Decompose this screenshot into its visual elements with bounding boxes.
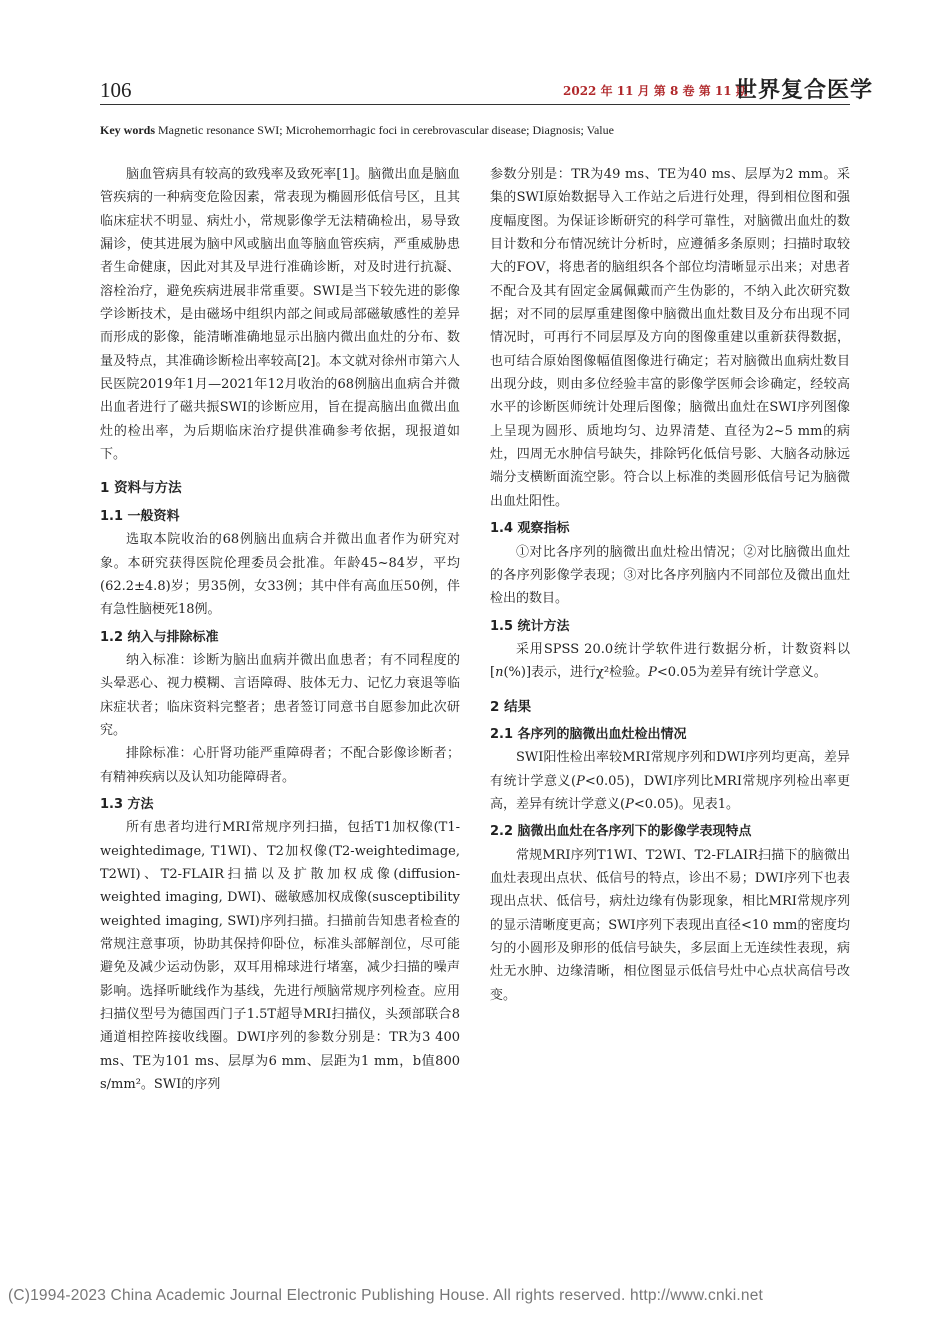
subsection-heading-1-5: 1.5 统计方法 [490,618,570,634]
exclusion-criteria-paragraph: 排除标准：心肝肾功能严重障碍者；不配合影像诊断者；有精神疾病以及认知功能障碍者。 [100,746,460,785]
copyright-footer: (C)1994-2023 China Academic Journal Electronic Publishing House. All rights reserved. http://www.cnki.net [8,1287,764,1304]
subsection-heading-1-1: 1.1 一般资料 [100,508,180,524]
subsection-heading-1-2: 1.2 纳入与排除标准 [100,629,219,645]
subsection-heading-2-1: 2.1 各序列的脑微出血灶检出情况 [490,726,687,742]
keywords-label: Key words [100,123,155,137]
inclusion-criteria-paragraph: 纳入标准：诊断为脑出血病并微出血患者；有不同程度的头晕恶心、视力模糊、言语障碍、肢体无力、记忆力衰退等临床症状者；临床资料完整者；患者签订同意书自愿参加此次研究。 [100,652,460,738]
methods-paragraph: 所有患者均进行MRI常规序列扫描，包括T1加权像(T1-weightedimage, T1WI)、T2加权像(T2-weightedimage, T2WI)、T2-FLAIR扫描以及扩散加权成像(diffusion-weighted imaging, DWI)、磁敏感加权成像(susceptibility weighted imaging, SWI)序列扫描。扫描前告知患者检查的常规注意事项，协助其保持仰卧位，标准头部解剖位，尽可能避免及减少运动伪影，双耳用棉球进行堵塞，减少扫描的噪声影响。选择听眦线作为基线，先进行颅脑常规序列检查。应用扫描仪型号为德国西门子1.5T超导MRI扫描仪，头颈部联合8通道相控阵接收线圈。DWI序列的参数分别是：TR为3 400 ms、TE为101 ms、层厚为6 mm、层距为1 mm，b值800 s/mm²。SWI的序列 [100,820,460,1093]
observation-paragraph: ①对比各序列的脑微出血灶检出情况；②对比脑微出血灶的各序列影像学表现；③对比各序列脑内不同部位及微出血灶检出的数目。 [490,544,850,607]
imaging-features-paragraph: 常规MRI序列T1WI、T2WI、T2-FLAIR扫描下的脑微出血灶表现出点状、低信号的特点，诊出不易；DWI序列下也表现出点状、低信号，病灶边缘有伪影现象，相比MRI常规序列的显示清晰度更高；SWI序列下表现出直径<10 mm的密度均匀的小圆形及卵形的低信号缺失，多层面上无连续性表现，病灶无水肿、边缘清晰，相位图显示低信号灶中心点状高信号改变。 [490,847,850,1003]
header-divider [100,104,850,105]
subsection-heading-1-3: 1.3 方法 [100,796,154,812]
section-heading-2: 2 结果 [490,698,532,715]
detection-results-paragraph: SWI阳性检出率较MRI常规序列和DWI序列均更高，差异有统计学意义(P<0.05)，DWI序列比MRI常规序列检出率更高，差异有统计学意义(P<0.05)。见表1。 [490,750,850,812]
section-heading-1: 1 资料与方法 [100,480,182,497]
methods-continued-paragraph: 参数分别是：TR为49 ms、TE为40 ms、层厚为2 mm。采集的SWI原始数据导入工作站之后进行处理，得到相位图和强度幅度图。为保证诊断研究的科学可靠性，对脑微出血灶的数目计数和分布情况统计分析时，应遵循多条原则；扫描时取较大的FOV，将患者的脑组织各个部位均清晰显示出来；对患者不配合及其有固定金属佩戴而产生伪影的，不纳入此次研究数据；对不同的层厚重建图像中脑微出血灶数目及分布出现不同情况时，可再行不同层厚及方向的图像重建以重新获得数据，也可结合原始图像幅值图像进行确定；若对脑微出血病灶数目出现分歧，则由多位经验丰富的影像学医师会诊确定，经较高水平的诊断医师统计处理后图像；脑微出血灶在SWI序列图像上呈现为圆形、质地均匀、边界清楚、直径为2~5 mm的病灶，四周无水肿信号缺失，排除钙化低信号影、大脑各动脉远端分支横断面流空影。符合以上标准的类圆形低信号记为脑微出血灶阳性。 [490,167,850,509]
statistics-paragraph: 采用SPSS 20.0统计学软件进行数据分析，计数资料以[n(%)]表示，进行χ²检验。P<0.05为差异有统计学意义。 [490,641,850,681]
keywords-text: Magnetic resonance SWI; Microhemorrhagic foci in cerebrovascular disease; Diagnosis; Value [158,123,614,137]
right-column [490,163,850,1007]
left-column [100,163,460,1096]
intro-paragraph: 脑血管病具有较高的致残率及致死率[1]。脑微出血是脑血管疾病的一种病变危险因素，常表现为椭圆形低信号区，且其临床症状不明显、病灶小，常规影像学无法精确检出，易导致漏诊，使其进展为脑中风或脑出血等脑血管疾病，严重威胁患者生命健康，因此对其及早进行准确诊断，对及时进行抗凝、溶栓治疗，避免疾病进展非常重要。SWI是当下较先进的影像学诊断技术，是由磁场中组织内部之间或局部磁敏感性的差异而形成的影像，能清晰准确地显示出脑内微出血灶的分布、数量及特点，其准确诊断检出率较高[2]。本文就对徐州市第六人民医院2019年1月—2021年12月收治的68例脑出血病合并微出血者进行了磁共振SWI的诊断应用，旨在提高脑出血微出血灶的检出率，为后期临床治疗提供准确参考依据，现报道如下。 [100,167,460,463]
journal-title: 世界复合医学 [735,77,874,103]
issue-info: 2022 年 11 月 第 8 卷 第 11 期 [563,84,748,98]
keywords-line [100,123,860,137]
page-number: 106 [100,78,132,102]
general-data-paragraph: 选取本院收治的68例脑出血病合并微出血者作为研究对象。本研究获得医院伦理委员会批准。年龄45~84岁，平均(62.2±4.8)岁；男35例，女33例；其中伴有高血压50例，伴有急性脑梗死18例。 [100,532,460,618]
subsection-heading-2-2: 2.2 脑微出血灶在各序列下的影像学表现特点 [490,824,752,840]
subsection-heading-1-4: 1.4 观察指标 [490,521,570,537]
